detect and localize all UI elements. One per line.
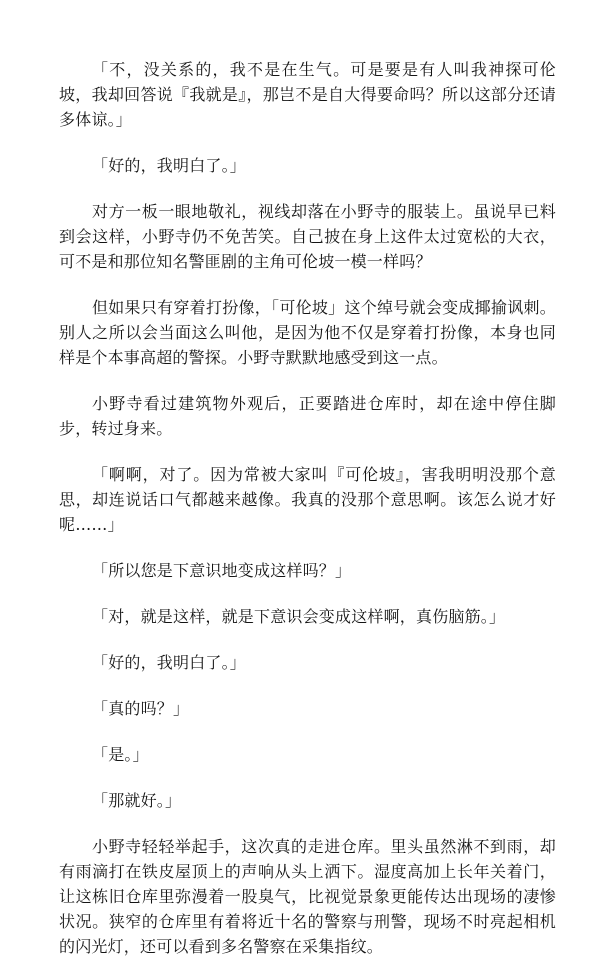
paragraph-6: 「啊啊，对了。因为常被大家叫『可伦坡』，害我明明没那个意思，却连说话口气都越来越像。我真的没那个意思啊。该怎么说才好呢……」 [59,465,556,534]
paragraph-9: 「好的，我明白了。」 [92,653,247,672]
paragraph-5: 小野寺看过建筑物外观后，正要踏进仓库时，却在途中停住脚步，转过身来。 [59,394,556,438]
paragraph-10: 「真的吗？」 [92,699,190,718]
paragraph-2: 「好的，我明白了。」 [92,156,247,175]
paragraph-4: 但如果只有穿着打扮像，「可伦坡」这个绰号就会变成揶揄讽刺。别人之所以会当面这么叫他，是因为他不仅是穿着打扮像，本身也同样是个本事高超的警探。小野寺默默地感受到这一点。 [59,298,556,367]
paragraph-13: 小野寺轻轻举起手，这次真的走进仓库。里头虽然淋不到雨，却有雨滴打在铁皮屋顶上的声响从头上洒下。湿度高加上长年关着门，让这栋旧仓库里弥漫着一股臭气，比视觉景象更能传达出现场的凄惨状况。狭窄的仓库里有着将近十名的警察与刑警，现场不时亮起相机的闪光灯，还可以看到多名警察在采集指纹。 [59,837,556,956]
paragraph-12: 「那就好。」 [92,791,182,810]
paragraph-1: 「不，没关系的，我不是在生气。可是要是有人叫我神探可伦坡，我却回答说『我就是』，那岂不是自大得要命吗？所以这部分还请多体谅。」 [59,60,556,129]
document-page [59,57,556,980]
paragraph-3: 对方一板一眼地敬礼，视线却落在小野寺的服装上。虽说早已料到会这样，小野寺仍不免苦笑。自己披在身上这件太过宽松的大衣，可不是和那位知名警匪剧的主角可伦坡一模一样吗？ [59,202,556,271]
paragraph-7: 「所以您是下意识地变成这样吗？」 [92,561,352,580]
paragraph-8: 「对，就是这样，就是下意识会变成这样啊，真伤脑筋。」 [92,607,506,626]
paragraph-11: 「是。」 [92,745,149,764]
